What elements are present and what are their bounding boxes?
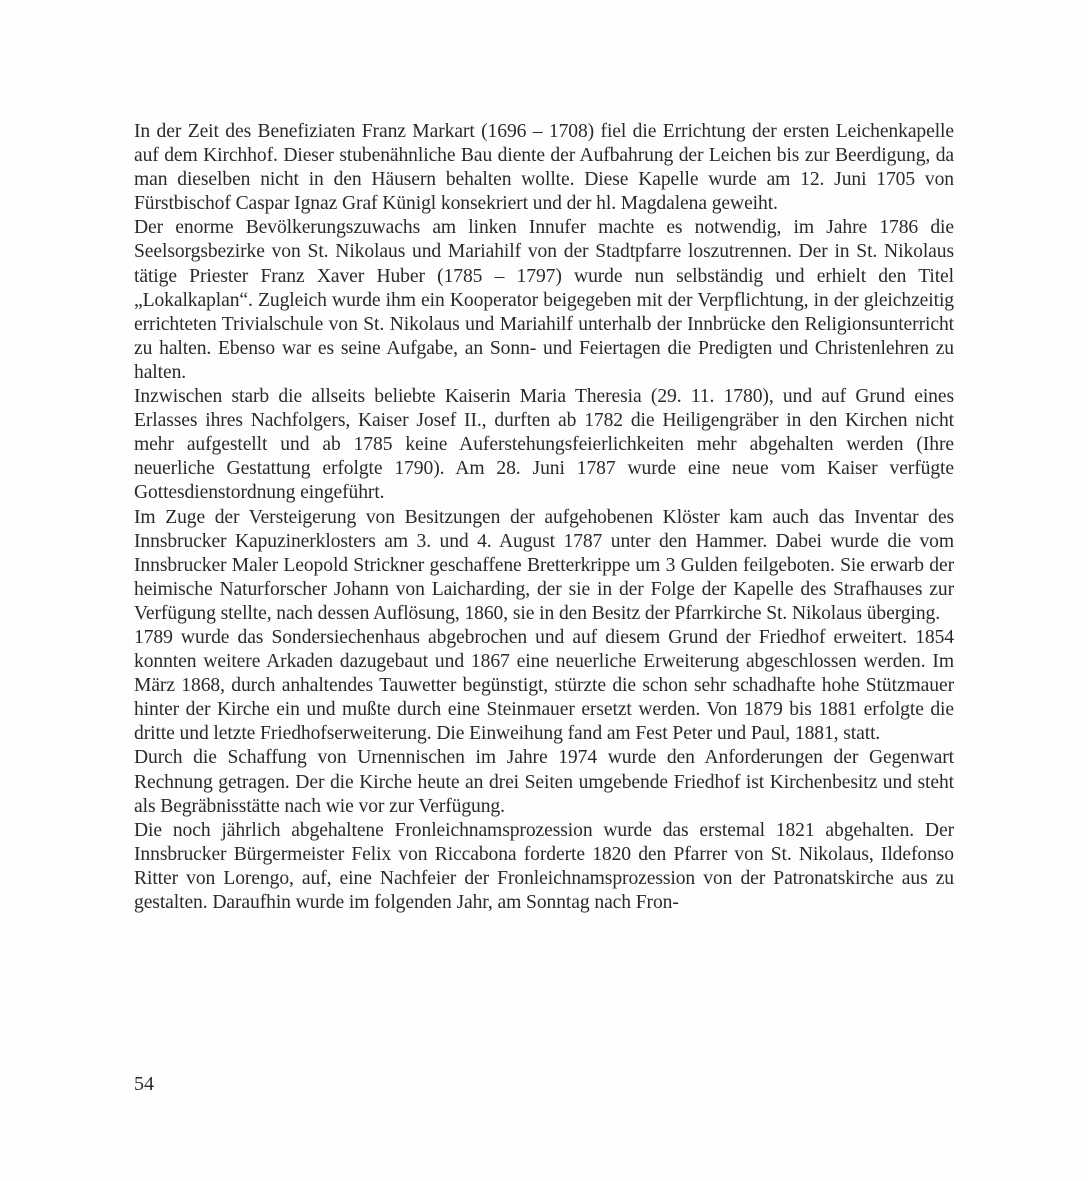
paragraph-urnennischen: Durch die Schaffung von Urnennischen im Jahre 1974 wurde den Anforderungen der Gegenwart Rechnung getragen. Der die Kirche heute an drei Seiten umgebende Friedhof ist Kirchenbesitz und steht als Begräbnisstätte nach wie vor zur Verfügung. (134, 747, 954, 817)
paragraph-leichenkapelle: In der Zeit des Benefiziaten Franz Markart (1696 – 1708) fiel die Errichtung der ersten Leichenkapelle auf dem Kirchhof. Dieser stubenähnliche Bau diente der Aufbahrung der Leichen bis zur Beerdigung, da man dieselben nicht in den Häusern behalten wollte. Diese Kapelle wurde am 12. Juni 1705 von Fürstbischof Caspar Ignaz Graf Künigl konsekriert und der hl. Magdalena geweiht. (134, 121, 954, 215)
paragraph-bretterkrippe: Im Zuge der Versteigerung von Besitzungen der aufgehobenen Klöster kam auch das Inventar des Innsbrucker Kapuzinerklosters am 3. und 4. August 1787 unter den Hammer. Dabei wurde die vom Innsbrucker Maler Leopold Strickner geschaffene Bretterkrippe um 3 Gulden feilgeboten. Sie erwarb der heimische Naturforscher Johann von Laicharding, der sie in der Folge der Kapelle des Strafhauses zur Verfügung stellte, nach dessen Auflösung, 1860, sie in den Besitz der Pfarrkirche St. Nikolaus überging. (134, 506, 954, 624)
paragraph-fronleichnam: Die noch jährlich abgehaltene Fronleichnamsprozession wurde das erstemal 1821 abgehalten. Der Innsbrucker Bürgermeister Felix von Riccabona forderte 1820 den Pfarrer von St. Nikolaus, Ildefonso Ritter von Lorengo, auf, eine Nachfeier der Fronleichnamsprozession von der Patronatskirche aus zu gestalten. Daraufhin wurde im folgenden Jahr, am Sonntag nach Fron- (134, 819, 954, 913)
paragraph-lokalkaplan: Der enorme Bevölkerungszuwachs am linken Innufer machte es notwendig, im Jahre 1786 die Seelsorgsbezirke von St. Nikolaus und Mariahilf von der Stadtpfarre loszutrennen. Der in St. Nikolaus tätige Priester Franz Xaver Huber (1785 – 1797) wurde nun selbständig und erhielt den Titel „Lokalkaplan“. Zugleich wurde ihm ein Kooperator beigegeben mit der Verpflichtung, in der gleichzeitig errichteten Trivialschule von St. Nikolaus und Mariahilf unterhalb der Innbrücke den Religionsunterricht zu halten. Ebenso war es seine Aufgabe, an Sonn- und Feiertagen die Predigten und Christenlehren zu halten. (134, 217, 954, 383)
page-number: 54 (134, 1073, 154, 1095)
paragraph-maria-theresia: Inzwischen starb die allseits beliebte Kaiserin Maria Theresia (29. 11. 1780), und auf Grund eines Erlasses ihres Nachfolgers, Kaiser Josef II., durften ab 1782 die Heiligengräber in den Kirchen nicht mehr aufgestellt und ab 1785 keine Auferstehungsfeierlichkeiten mehr abgehalten werden (Ihre neuerliche Gestattung erfolgte 1790). Am 28. Juni 1787 wurde eine neue vom Kaiser verfügte Gottesdienstordnung eingeführt. (134, 386, 954, 504)
paragraph-friedhof-erweiterung: 1789 wurde das Sondersiechenhaus abgebrochen und auf diesem Grund der Friedhof erweitert. 1854 konnten weitere Arkaden dazugebaut und 1867 eine neuerliche Erweiterung abgeschlossen werden. Im März 1868, durch anhaltendes Tauwetter begünstigt, stürzte die schon sehr schadhafte hohe Stützmauer hinter der Kirche ein und mußte durch eine Steinmauer ersetzt werden. Von 1879 bis 1881 erfolgte die dritte und letzte Friedhofserweiterung. Die Einweihung fand am Fest Peter und Paul, 1881, statt. (134, 626, 954, 745)
body-text (134, 120, 954, 915)
